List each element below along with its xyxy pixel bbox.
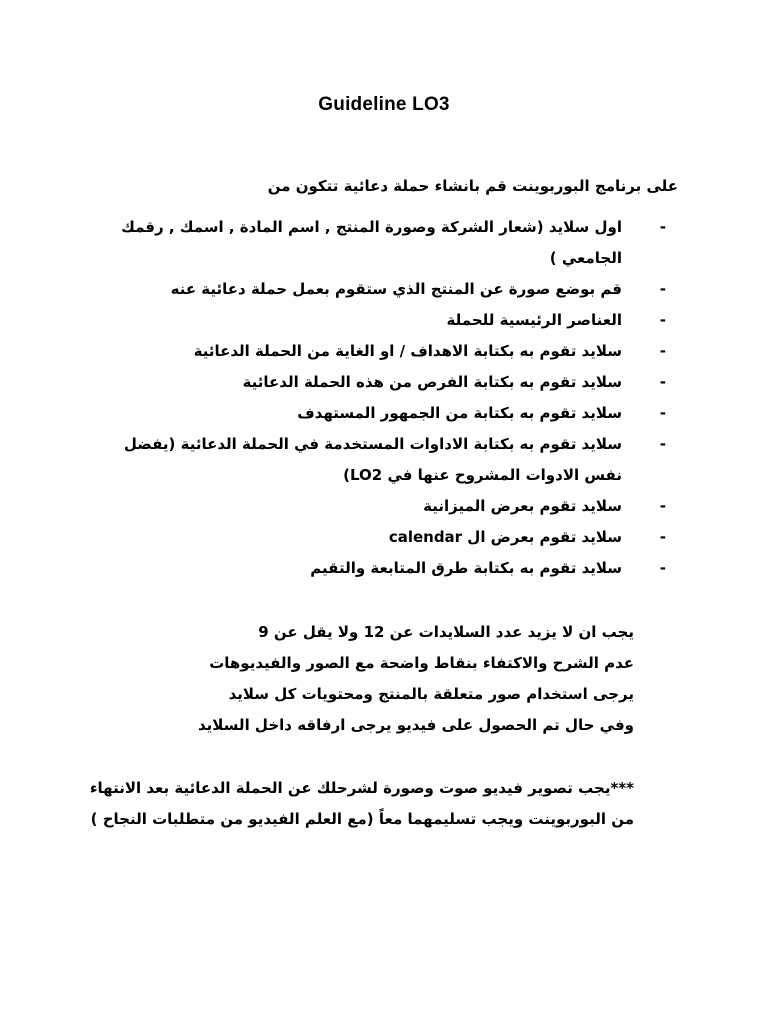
list-item	[90, 212, 666, 274]
rules-block	[74, 617, 634, 741]
list-item-text: العناصر الرئيسية للحملة	[446, 311, 622, 329]
list-item	[90, 367, 666, 398]
intro-line: على برنامج البوربوينت قم بانشاء حملة دعائية تتكون من	[267, 177, 678, 195]
bullet-marker: -	[659, 404, 666, 422]
bullet-marker: -	[659, 497, 666, 515]
requirements-list	[90, 212, 666, 584]
bullet-marker: -	[659, 280, 666, 298]
list-item-text: قم بوضع صورة عن المنتج الذي ستقوم بعمل حملة دعائية عنه	[170, 280, 622, 298]
list-item	[90, 553, 666, 584]
rule-line: يرجى استخدام صور متعلقة بالمنتج ومحتويات كل سلايد	[228, 685, 634, 703]
list-item-text: سلايد تقوم بعرض ال calendar	[388, 528, 622, 546]
bullet-marker: -	[659, 373, 666, 391]
list-item	[90, 305, 666, 336]
rule-line: وفي حال تم الحصول على فيديو يرجى ارفاقه داخل السلايد	[197, 716, 634, 734]
document-title: Guideline LO3	[318, 94, 450, 115]
list-item	[90, 398, 666, 429]
list-item-text: سلايد تقوم به بكتابة الفرص من هذه الحملة الدعائية	[242, 373, 622, 391]
list-item	[90, 274, 666, 305]
bullet-marker: -	[659, 218, 666, 236]
video-note: ***يجب تصوير فيديو صوت وصورة لشرحلك عن الحملة الدعائية بعد الانتهاء من البوربوينت ويجب تسليمهما معاً (مع العلم الفيديو من متطلبات النجاح )	[89, 779, 634, 828]
list-item-text: اول سلايد (شعار الشركة وصورة المنتج , اسم المادة , اسمك , رقمك الجامعي )	[121, 218, 622, 267]
list-item-text: سلايد تقوم به بكتابة طرق المتابعة والتقيم	[310, 559, 622, 577]
bullet-marker: -	[659, 528, 666, 546]
rule-line: يجب ان لا يزيد عدد السلايدات عن 12 ولا يقل عن 9	[258, 623, 634, 641]
list-item-text: سلايد تقوم به بكتابة الاداوات المستخدمة في الحملة الدعائية (يفضل نفس الادوات المشروح عنها في LO2)	[123, 435, 622, 484]
list-item-text: سلايد تقوم به بكتابة الاهداف / او الغاية من الحملة الدعائية	[193, 342, 622, 360]
list-item	[90, 336, 666, 367]
rule-line: عدم الشرح والاكتفاء بنقاط واضحة مع الصور والفيديوهات	[209, 654, 634, 672]
bullet-marker: -	[659, 435, 666, 453]
list-item	[90, 491, 666, 522]
list-item	[90, 429, 666, 491]
list-item-text: سلايد تقوم بعرض الميزانية	[423, 497, 622, 515]
list-item-text: سلايد تقوم به بكتابة من الجمهور المستهدف	[297, 404, 622, 422]
bullet-marker: -	[659, 559, 666, 577]
list-item	[90, 522, 666, 553]
bullet-marker: -	[659, 311, 666, 329]
bullet-marker: -	[659, 342, 666, 360]
